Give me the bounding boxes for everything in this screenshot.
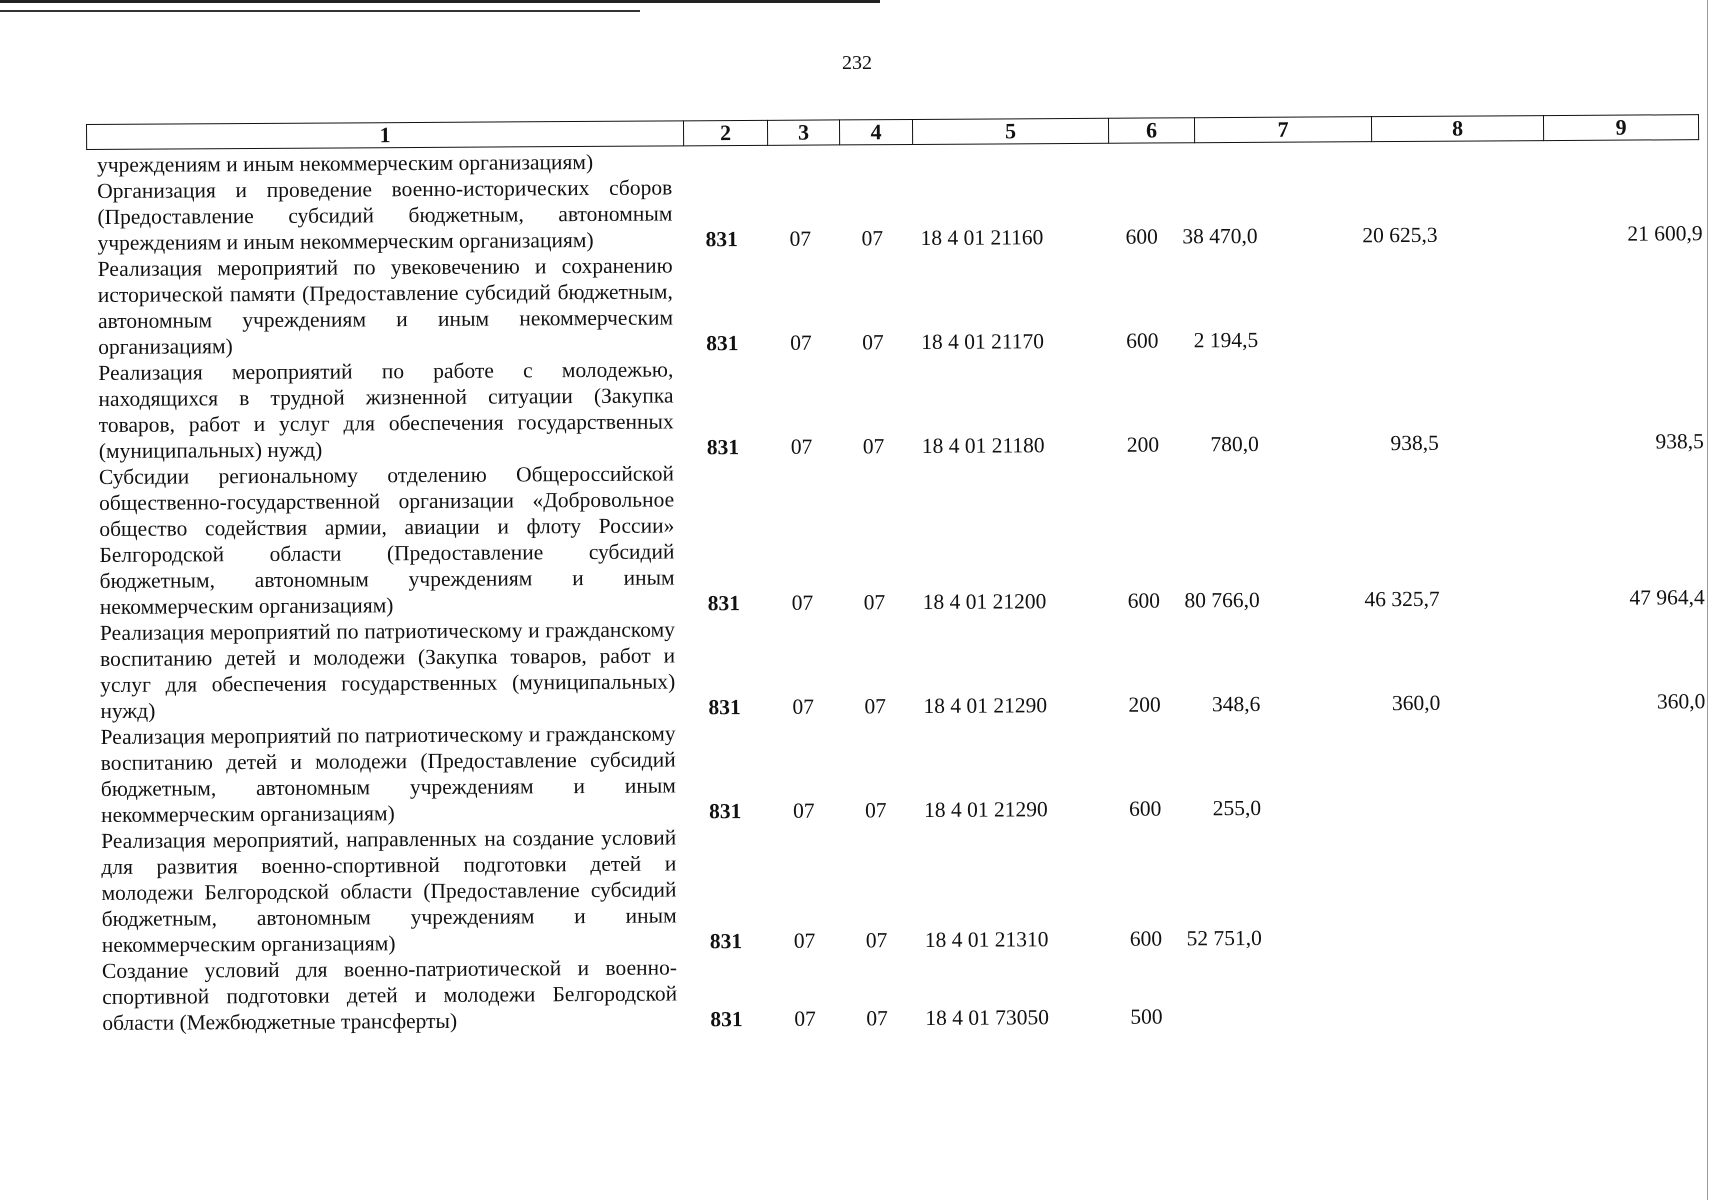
section-code: 07 [791,590,814,615]
row-description: Реализация мероприятий по увековечению и сохранению исторической памяти (Предоставление субсидий бюджетным, автономным учреждениям и иным некоммерческим организациям) [97,253,674,359]
section-code: 07 [792,694,814,719]
section-code: 07 [790,434,813,459]
expense-type-code: 600 [1127,588,1161,613]
amount-col9: 21 600,9 [1627,221,1703,246]
expense-type-code: 600 [1128,796,1162,821]
amount-col7: 52 751,0 [1186,925,1262,951]
subsection-code: 07 [866,1006,888,1031]
subsection-code: 07 [864,694,886,719]
expense-type-code: 200 [1126,432,1160,457]
admin-code: 831 [706,331,739,356]
row-description: Реализация мероприятий по патриотическому и гражданскому воспитанию детей и молодежи (Предоставление субсидий бюджетным, автономным учреждениям и иным некоммерческим организациям) [100,721,676,827]
column-header-9: 9 [1543,115,1698,141]
amount-col8: 20 625,3 [1362,222,1438,248]
expense-type-code: 600 [1126,328,1159,353]
row-description: Реализация мероприятий, направленных на создание условий для развития военно-спортивной подготовки детей и молодежи Белгородской области (Предоставление субсидий бюджетным, автономным учреждениям и иным некоммерческим организациям) [101,825,677,957]
amount-col8: 46 325,7 [1364,586,1440,612]
column-header-3: 3 [767,120,839,145]
expense-type-code: 600 [1125,224,1158,249]
table-row [100,714,1706,828]
admin-code: 831 [709,929,743,954]
column-header-1: 1 [87,121,684,150]
section-code: 07 [793,928,816,953]
amount-col9: 938,5 [1655,429,1704,454]
target-article-code: 18 4 01 21170 [921,329,1045,354]
admin-code: 831 [707,591,741,616]
subsection-code: 07 [862,434,885,459]
row-description: Реализация мероприятий по патриотическому и гражданскому воспитанию детей и молодежи (Закупка товаров, работ и услуг для обеспечения государственных (муниципальных) нужд) [99,617,676,723]
row-description: Организация и проведение военно-исторических сборов (Предоставление субсидий бюджетным, автономным учреждениям и иным некоммерческим организациям) [97,175,673,255]
table-row [98,350,1704,464]
table-row [97,168,1702,256]
target-article-code: 18 4 01 21180 [921,433,1045,458]
row-description: Субсидии региональному отделению Общероссийской общественно-государственной организации «Добровольное общество содействия армии, авиации и флоту России» Белгородской области (Предоставление субсидий бюджетным, автономным учреждениям и иным некоммерческим организациям) [98,461,675,619]
subsection-code: 07 [862,330,884,355]
scan-edge-line [0,10,640,12]
section-code: 07 [790,330,812,355]
amount-col7: 780,0 [1210,431,1259,457]
column-header-7: 7 [1194,117,1371,143]
subsection-code: 07 [865,928,888,953]
table-row [102,948,1707,1036]
amount-col8: 938,5 [1390,430,1439,456]
target-article-code: 18 4 01 21290 [923,797,1048,822]
target-article-code: 18 4 01 21200 [922,589,1047,614]
row-description: учреждениям и иным некоммерческим организациям) [97,149,594,177]
table-row [98,246,1704,360]
column-header-5: 5 [912,118,1108,144]
admin-code: 831 [710,1007,743,1032]
column-header-2: 2 [683,120,767,146]
section-code: 07 [789,226,812,251]
expense-type-code: 600 [1129,926,1163,951]
admin-code: 831 [706,435,740,460]
target-article-code: 18 4 01 21290 [923,693,1048,718]
expense-type-code: 200 [1128,692,1161,717]
amount-col8: 360,0 [1391,690,1441,716]
target-article-code: 18 4 01 73050 [925,1005,1050,1030]
admin-code: 831 [708,799,742,824]
column-header-8: 8 [1371,116,1543,142]
subsection-code: 07 [863,590,886,615]
table-row [101,818,1707,958]
amount-col7: 2 194,5 [1193,327,1259,353]
section-code: 07 [792,798,815,823]
target-article-code: 18 4 01 21160 [920,225,1044,250]
row-description: Реализация мероприятий по работе с молодежью, находящихся в трудной жизненной ситуации (Закупка товаров, работ и услуг для обеспечения государственных (муниципальных) нужд) [98,357,674,463]
subsection-code: 07 [864,798,887,823]
amount-col7: 80 766,0 [1184,587,1260,613]
column-header-6: 6 [1108,118,1194,144]
budget-table-body [97,142,1707,1036]
admin-code: 831 [708,695,741,720]
amount-col9: 360,0 [1656,689,1706,714]
expense-type-code: 500 [1130,1004,1163,1029]
row-description: Создание условий для военно-патриотической и военно-спортивной подготовки детей и молодежи Белгородской области (Межбюджетные трансферты) [101,955,678,1035]
section-code: 07 [794,1006,816,1031]
table-row [100,610,1706,724]
admin-code: 831 [705,227,738,252]
table-row [99,454,1705,620]
page-number: 232 [842,52,872,74]
amount-col7: 38 470,0 [1182,223,1258,249]
scan-edge-line [0,0,880,3]
amount-col7: 348,6 [1211,691,1261,717]
subsection-code: 07 [861,226,884,251]
amount-col7: 255,0 [1212,795,1262,821]
amount-col9: 47 964,4 [1629,585,1705,610]
column-header-4: 4 [839,119,912,144]
target-article-code: 18 4 01 21310 [924,927,1049,952]
